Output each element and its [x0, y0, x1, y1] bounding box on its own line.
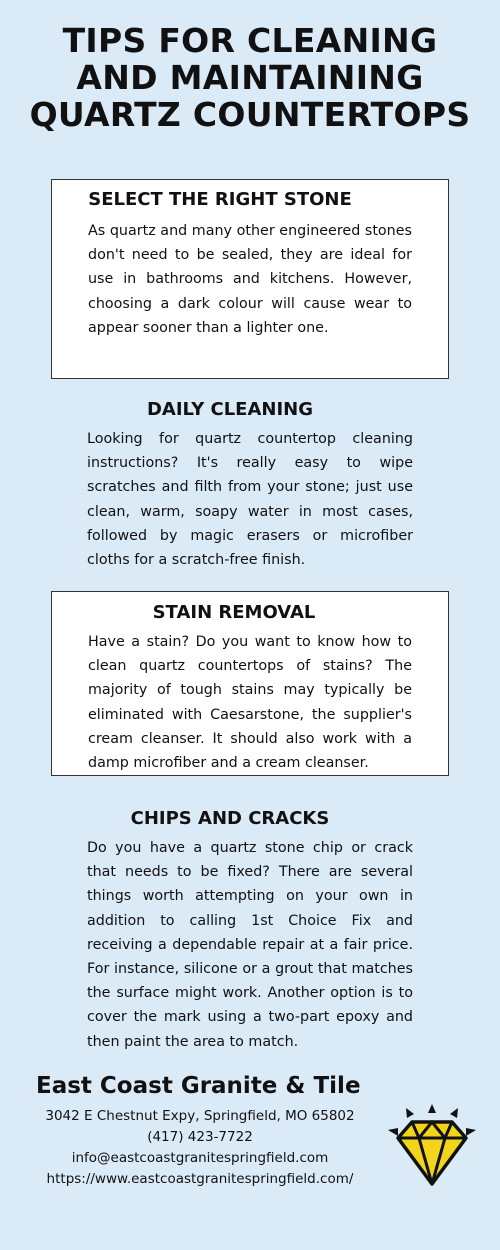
website-link[interactable]: https://www.eastcoastgranitespringfield.com/: [46, 1171, 354, 1187]
phone-text[interactable]: (417) 423-7722: [147, 1129, 253, 1145]
section-heading: SELECT THE RIGHT STONE: [88, 189, 352, 210]
section-heading: STAIN REMOVAL: [152, 602, 316, 623]
section-body: Do you have a quartz stone chip or crack that needs to be fixed? There are several things worth attempting on your own in addition to calling 1st Choice Fix and receiving a dependable repair at a fair price. For instance, silicone or a grout that matches the surface might work. Another option is to cover the mark using a two-part epoxy and then paint the area to match.: [87, 840, 413, 1050]
section-heading: CHIPS AND CRACKS: [130, 808, 330, 829]
section-stain-removal: [51, 591, 449, 776]
section-body: Looking for quartz countertop cleaning instructions? It's really easy to wipe scratches and filth from your stone; just use clean, warm, soapy water in most cases, followed by magic erasers or microfiber cloths for a scratch-free finish.: [87, 431, 413, 569]
section-select-stone: [51, 179, 449, 379]
address-text: 3042 E Chestnut Expy, Springfield, MO 65802: [45, 1108, 355, 1124]
page-title: TIPS FOR CLEANING AND MAINTAINING QUARTZ COUNTERTOPS: [29, 21, 471, 134]
contact-info: [20, 1106, 380, 1190]
section-daily-cleaning: [51, 396, 449, 569]
section-body: As quartz and many other engineered stones don't need to be sealed, they are ideal for use in bathrooms and kitchens. However, choosing a dark colour will cause wear to appear sooner than a lighter one.: [88, 223, 412, 336]
diamond-icon: [386, 1100, 478, 1192]
section-heading: DAILY CLEANING: [146, 399, 314, 420]
section-body: Have a stain? Do you want to know how to clean quartz countertops of stains? The majority of tough stains may typically be eliminated with Caesarstone, the supplier's cream cleanser. It should also work with a damp microfiber and a cream cleanser.: [88, 634, 412, 772]
section-chips-cracks: [51, 806, 449, 1050]
company-name: East Coast Granite & Tile: [36, 1073, 361, 1099]
email-link[interactable]: info@eastcoastgranitespringfield.com: [71, 1150, 329, 1166]
